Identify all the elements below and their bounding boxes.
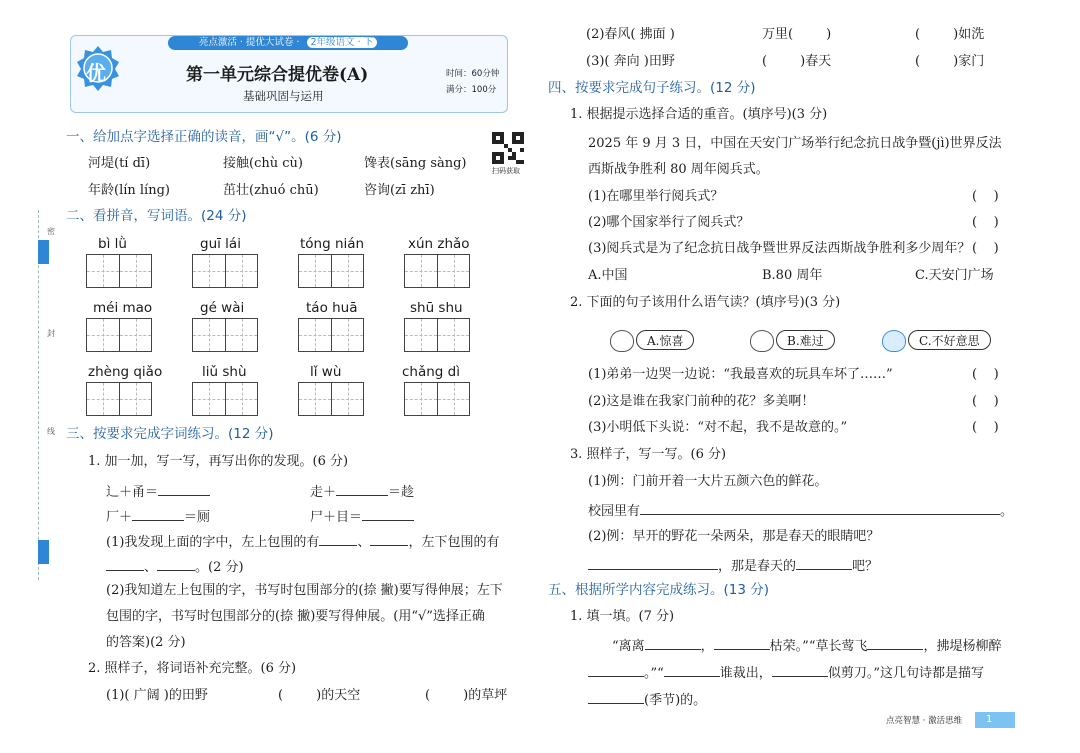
margin-mi: 密 bbox=[47, 227, 55, 236]
example-2-answer: ，那是春天的 吧？ bbox=[588, 557, 878, 573]
answer-blank[interactable] bbox=[640, 502, 1000, 515]
sad-face-icon bbox=[750, 330, 774, 352]
formula-2: 走＋ ＝趁 bbox=[310, 485, 415, 500]
question-4-3: 3. 照样子，写一写。(6 分) bbox=[570, 447, 727, 462]
answer-blank[interactable] bbox=[158, 483, 210, 496]
margin-feng: 封 bbox=[47, 329, 55, 338]
phrase-item[interactable]: ( )的天空 bbox=[278, 688, 361, 703]
poem-line-2: 。”“ 谁裁出， 似剪刀。”这几句诗都是描写 bbox=[588, 664, 984, 680]
phrase-item: (3)( 奔向 )田野 bbox=[586, 54, 675, 69]
answer-blank[interactable] bbox=[336, 483, 388, 496]
logo-char: 优 bbox=[86, 61, 106, 85]
page-subtitle: 基础巩固与运用 bbox=[243, 89, 324, 103]
question-3-2: 2. 照样子，将词语补充完整。(6 分) bbox=[88, 661, 297, 676]
poem-line-3: (季节)的。 bbox=[588, 691, 706, 707]
pinyin-label: tóng nián bbox=[300, 236, 365, 252]
option-a: A.中国 bbox=[588, 268, 628, 283]
phrase-item: (2)春风( 拂面 ) bbox=[586, 27, 675, 42]
formula-4: 尸＋目＝ bbox=[310, 508, 414, 524]
pinyin-label: xún zhǎo bbox=[408, 236, 470, 252]
formula-3: 厂＋ ＝厕 bbox=[106, 510, 211, 525]
answer-paren[interactable]: ( ) bbox=[972, 241, 999, 256]
example-1: (1)例：门前开着一大片五颜六色的鲜花。 bbox=[588, 474, 828, 489]
passage-line: 2025 年 9 月 3 日，中国在天安门广场举行纪念抗日战争暨(jì)世界反法 bbox=[588, 136, 1002, 151]
binding-margin bbox=[38, 210, 53, 580]
answer-blank[interactable] bbox=[106, 558, 144, 571]
tone-option: B.难过 bbox=[776, 330, 835, 350]
margin-tab-2 bbox=[38, 540, 49, 564]
answer-paren[interactable]: ( ) bbox=[972, 215, 999, 230]
page-number-badge bbox=[975, 712, 1015, 728]
footer-brand: 点亮智慧 · 激活思维 bbox=[886, 716, 963, 726]
phrase-item[interactable]: 万里( ) bbox=[762, 27, 832, 42]
tone-sentence: (3)小明低下头说：“对不起，我不是故意的。” bbox=[588, 420, 848, 435]
grade-tag: 2年级语文 · 下 bbox=[307, 37, 378, 48]
phrase-item[interactable]: ( )春天 bbox=[762, 54, 832, 69]
page-title: 第一单元综合提优卷(A) bbox=[186, 65, 369, 85]
tone-sentence: (2)这是谁在我家门前种的花？多美啊！ bbox=[588, 394, 815, 409]
answer-paren[interactable]: ( ) bbox=[972, 420, 999, 435]
passage-line: 西斯战争胜利 80 周年阅兵式。 bbox=[588, 162, 769, 177]
question-3-1: 1. 加一加，写一写，再写出你的发现。(6 分) bbox=[88, 454, 349, 469]
tone-option: C.不好意思 bbox=[908, 330, 991, 350]
answer-blank[interactable] bbox=[132, 508, 184, 521]
answer-blank[interactable] bbox=[588, 557, 718, 570]
answer-blank[interactable] bbox=[867, 637, 923, 650]
exam-time: 时间：60分钟 bbox=[446, 69, 500, 79]
stress-question: (3)阅兵式是为了纪念抗日战争暨世界反法西斯战争胜利多少周年？ bbox=[588, 241, 971, 256]
option-b: B.80 周年 bbox=[762, 268, 823, 283]
exam-score: 满分：100分 bbox=[446, 85, 497, 95]
section-3-title: 三、按要求完成字词练习。(12 分) bbox=[66, 426, 274, 442]
answer-blank[interactable] bbox=[796, 557, 852, 570]
answer-blank[interactable] bbox=[664, 664, 720, 677]
answer-blank[interactable] bbox=[588, 691, 644, 704]
phrase-item[interactable]: ( )家门 bbox=[915, 54, 985, 69]
answer-paren[interactable]: ( ) bbox=[972, 394, 999, 409]
margin-tab bbox=[38, 240, 49, 264]
pinyin-label: guī lái bbox=[200, 236, 241, 252]
pinyin-label: liǔ shù bbox=[202, 364, 247, 380]
writing-grid[interactable] bbox=[192, 318, 258, 352]
margin-xian: 线 bbox=[47, 427, 55, 436]
qr-code-icon[interactable] bbox=[492, 132, 524, 164]
writing-grid[interactable] bbox=[192, 382, 258, 416]
answer-paren[interactable]: ( ) bbox=[972, 367, 999, 382]
phrase-item[interactable]: ( )如洗 bbox=[915, 27, 985, 42]
writing-grid[interactable] bbox=[298, 382, 364, 416]
answer-blank[interactable] bbox=[319, 533, 357, 546]
surprised-face-icon bbox=[610, 330, 634, 352]
poem-line-1: “离离 ， 枯荣。”“草长莺飞 ，拂堤杨柳醉 bbox=[612, 639, 1002, 654]
banner-text: 亮点激活 · 提优大试卷 · bbox=[198, 37, 300, 48]
pinyin-label: táo huā bbox=[306, 300, 358, 316]
example-1-answer: 校园里有 。 bbox=[588, 504, 1014, 519]
page-number: 1 bbox=[986, 714, 993, 725]
finding-2: (2)我知道左上包围的字，书写时包围部分的(捺 撇)要写得伸展；左下 bbox=[106, 583, 503, 598]
writing-grid[interactable] bbox=[86, 254, 152, 288]
example-2: (2)例：早开的野花一朵两朵，那是春天的眼睛吧？ bbox=[588, 529, 880, 544]
writing-grid[interactable] bbox=[192, 254, 258, 288]
reading-item[interactable]: 馋表(sāng sàng) bbox=[364, 156, 467, 171]
writing-grid[interactable] bbox=[404, 254, 470, 288]
pinyin-label: chǎng dì bbox=[402, 364, 460, 380]
finding-2-end: 的答案)(2 分) bbox=[106, 635, 186, 650]
reading-item[interactable]: 咨询(zī zhī) bbox=[364, 183, 435, 198]
phrase-item: (1)( 广阔 )的田野 bbox=[106, 688, 208, 703]
section-4-title: 四、按要求完成句子练习。(12 分) bbox=[548, 80, 756, 96]
stress-question: (2)哪个国家举行了阅兵式？ bbox=[588, 215, 750, 230]
answer-blank[interactable] bbox=[370, 533, 408, 546]
reading-item[interactable]: 接触(chù cù) bbox=[223, 156, 303, 171]
question-4-1: 1. 根据提示选择合适的重音。(填序号)(3 分) bbox=[570, 107, 828, 122]
qr-label: 扫码获取 bbox=[492, 167, 520, 175]
tone-sentence: (1)弟弟一边哭一边说：“我最喜欢的玩具车坏了……” bbox=[588, 367, 893, 382]
writing-grid[interactable] bbox=[404, 382, 470, 416]
finding-1: (1)我发现上面的字中，左上包围的有 、 ，左下包围的有 bbox=[106, 535, 500, 550]
finding-2-cont: 包围的字，书写时包围部分的(捺 撇)要写得伸展。(用“√”选择正确 bbox=[106, 609, 485, 624]
shy-face-icon bbox=[882, 330, 906, 352]
stress-question: (1)在哪里举行阅兵式？ bbox=[588, 189, 724, 204]
answer-paren[interactable]: ( ) bbox=[972, 189, 999, 204]
section-1-title: 一、给加点字选择正确的读音，画“√”。(6 分) bbox=[66, 129, 342, 145]
pinyin-label: bì lǜ bbox=[98, 236, 127, 252]
reading-item[interactable]: 茁壮(zhuó chū) bbox=[223, 183, 319, 198]
finding-1-cont: 、 。(2 分) bbox=[106, 558, 244, 574]
phrase-item[interactable]: ( )的草坪 bbox=[425, 688, 508, 703]
answer-blank[interactable] bbox=[714, 637, 770, 650]
question-5-1: 1. 填一填。(7 分) bbox=[570, 609, 675, 624]
tone-option: A.惊喜 bbox=[636, 330, 694, 350]
pinyin-label: lǐ wù bbox=[310, 364, 342, 380]
writing-grid[interactable] bbox=[86, 318, 152, 352]
reading-item[interactable]: 年龄(lín líng) bbox=[88, 183, 170, 198]
writing-grid[interactable] bbox=[404, 318, 470, 352]
answer-blank[interactable] bbox=[588, 664, 644, 677]
question-4-2: 2. 下面的句子该用什么语气读？(填序号)(3 分) bbox=[570, 295, 841, 310]
pinyin-label: méi mao bbox=[93, 300, 153, 316]
formula-1: 辶＋甬＝ bbox=[106, 483, 210, 499]
writing-grid[interactable] bbox=[86, 382, 152, 416]
writing-grid[interactable] bbox=[298, 318, 364, 352]
writing-grid[interactable] bbox=[298, 254, 364, 288]
pinyin-label: gé wài bbox=[200, 300, 245, 316]
section-5-title: 五、根据所学内容完成练习。(13 分) bbox=[548, 582, 770, 598]
answer-blank[interactable] bbox=[362, 508, 414, 521]
pinyin-label: zhèng qiǎo bbox=[88, 364, 163, 380]
answer-blank[interactable] bbox=[645, 637, 701, 650]
option-c: C.天安门广场 bbox=[915, 268, 994, 283]
pinyin-label: shū shu bbox=[410, 300, 463, 316]
section-2-title: 二、看拼音，写词语。(24 分) bbox=[66, 208, 247, 224]
series-banner bbox=[168, 36, 408, 50]
answer-blank[interactable] bbox=[772, 664, 828, 677]
reading-item[interactable]: 河堤(tí dī) bbox=[88, 156, 151, 171]
answer-blank[interactable] bbox=[157, 558, 195, 571]
